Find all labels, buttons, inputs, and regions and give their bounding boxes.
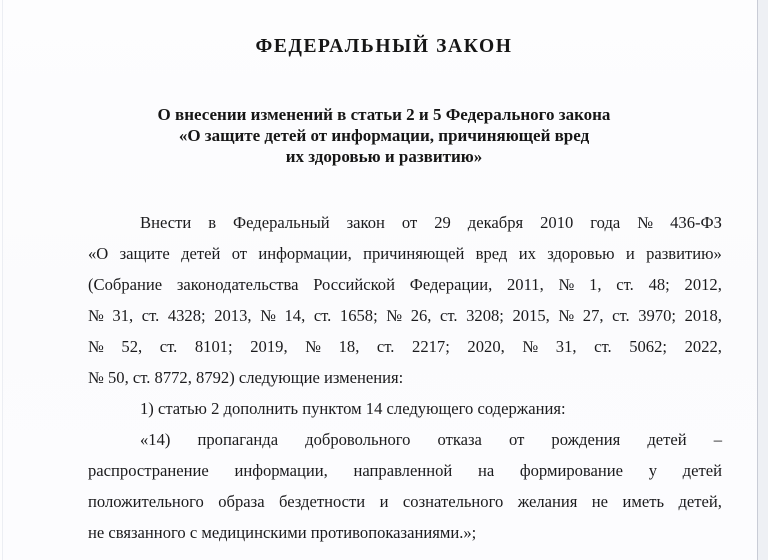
word: 4328; (167, 306, 206, 325)
word: пропаганда (197, 430, 279, 449)
text-line (88, 486, 722, 517)
word: Федеральный (233, 213, 330, 232)
text-line: 1) статью 2 дополнить пунктом 14 следующего содержания: (140, 399, 566, 418)
word: причиняющей (363, 244, 465, 263)
word: 14, (284, 306, 306, 325)
word: сознательного (402, 492, 504, 511)
text-line (88, 331, 722, 362)
word: желания (517, 492, 578, 511)
word: 18, (338, 337, 360, 356)
document-subtitle-line-2: «О защите детей от информации, причиняющей вред (178, 126, 590, 145)
word: их (518, 244, 536, 263)
document-subtitle-line-1: О внесении изменений в статьи 2 и 5 Федерального закона (157, 105, 611, 124)
word: положительного (88, 492, 204, 511)
word: 3970; (638, 306, 676, 325)
word: «14) (140, 430, 171, 449)
text-line (88, 207, 722, 238)
word: бездетности (278, 492, 366, 511)
document-subtitle-line-3: их здоровью и развитию» (285, 147, 483, 166)
word: № (558, 306, 575, 325)
word: развитию» (646, 244, 722, 263)
word: 2013, (214, 306, 252, 325)
word: № (522, 337, 539, 356)
word: 2018, (684, 306, 722, 325)
word: Федерации, (409, 275, 493, 294)
word: № (305, 337, 322, 356)
word: № (88, 337, 104, 356)
word: от (231, 244, 248, 263)
word: ст. (612, 306, 630, 325)
document-title: ФЕДЕРАЛЬНЫЙ ЗАКОН (255, 36, 513, 57)
word: от (401, 213, 418, 232)
word: № (558, 275, 575, 294)
word: в (208, 213, 217, 232)
word: информации, (234, 461, 328, 480)
word: № (386, 306, 403, 325)
paragraph-item-1 (88, 393, 722, 424)
word: рождения (551, 430, 621, 449)
word: № (88, 306, 104, 325)
document-subtitle (84, 104, 684, 167)
word: и (625, 244, 635, 263)
text-line: не связанного с медицинскими противопоказаниями.»; (88, 523, 477, 542)
document-body (88, 207, 722, 548)
word: 1658; (339, 306, 378, 325)
word: 2020, (467, 337, 505, 356)
word: распространение (88, 461, 209, 480)
text-line (88, 269, 722, 300)
word: на (477, 461, 495, 480)
word: детей (181, 244, 221, 263)
word: Российской (313, 275, 395, 294)
word: образа (218, 492, 265, 511)
word: «О (88, 244, 109, 263)
word: детей (682, 461, 722, 480)
word: 2010 (540, 213, 574, 232)
text-line (88, 455, 722, 486)
word: ст. (376, 337, 395, 356)
word: ст. (159, 337, 178, 356)
word: 48; (648, 275, 670, 294)
word: 2015, (512, 306, 550, 325)
word: детей, (678, 492, 722, 511)
text-line (88, 424, 722, 455)
paragraph-item-1-content (88, 424, 722, 548)
word: 26, (410, 306, 432, 325)
word: 27, (582, 306, 604, 325)
text-line (88, 238, 722, 269)
word: иметь (622, 492, 665, 511)
word: ст. (594, 337, 612, 356)
word: Внести (140, 213, 192, 232)
word: ст. (313, 306, 332, 325)
word: формирование (519, 461, 624, 480)
word: 31, (555, 337, 577, 356)
word: 2217; (412, 337, 450, 356)
word: добровольного (305, 430, 411, 449)
word: 436-ФЗ (670, 213, 722, 232)
word: (Собрание (88, 275, 163, 294)
word: № (637, 213, 654, 232)
word: 3208; (466, 306, 504, 325)
word: 2022, (684, 337, 722, 356)
word: 2012, (684, 275, 722, 294)
word: направленной (353, 461, 453, 480)
word: 8101; (194, 337, 233, 356)
word: ст. (616, 275, 634, 294)
word: декабря (467, 213, 524, 232)
word: 2019, (250, 337, 288, 356)
word: 5062; (629, 337, 668, 356)
word: 52, (121, 337, 143, 356)
word: информации, (258, 244, 352, 263)
word: закон (346, 213, 385, 232)
text-line (88, 300, 722, 331)
word: года (590, 213, 621, 232)
word: 1, (589, 275, 602, 294)
word: отказа (437, 430, 482, 449)
word: от (509, 430, 525, 449)
word: ст. (440, 306, 458, 325)
word: здоровью (547, 244, 615, 263)
word: 31, (112, 306, 134, 325)
word: защите (119, 244, 170, 263)
word: и (379, 492, 389, 511)
word: – (713, 430, 722, 449)
paragraph-intro (88, 207, 722, 393)
word: вред (475, 244, 508, 263)
word: детей (647, 430, 687, 449)
word: 29 (434, 213, 451, 232)
word: ст. (141, 306, 160, 325)
word: у (648, 461, 657, 480)
text-line: № 50, ст. 8772, 8792) следующие изменения: (88, 368, 404, 387)
word: № (260, 306, 276, 325)
word: законодательства (176, 275, 299, 294)
word: не (591, 492, 609, 511)
word: 2011, (507, 275, 544, 294)
